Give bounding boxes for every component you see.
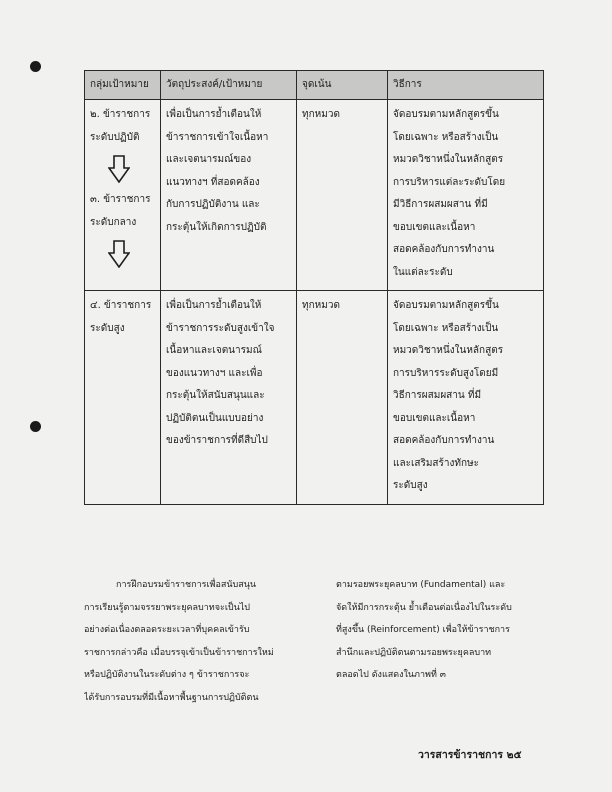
method-line: มีวิธีการผสมผสาน ที่มี — [393, 199, 488, 210]
target-group-cell — [85, 291, 161, 505]
objective-line: กับการปฏิบัติงาน และ — [166, 199, 260, 210]
objective-line: ของแนวทางฯ และเพื่อ — [166, 367, 263, 379]
objective-line: ของข้าราชการที่ดีสืบไป — [166, 435, 268, 446]
method-line: ขอบเขตและเนื้อหา — [393, 221, 476, 233]
focus-cell — [297, 100, 388, 291]
objective-line: ข้าราชการเข้าใจเนื้อหา — [166, 131, 269, 143]
body-line: อย่างต่อเนื่องตลอดระยะเวลาที่บุคคลเข้ารับ — [84, 625, 250, 636]
page-footer: วารสารข้าราชการ ๒๕ — [418, 749, 522, 761]
method-line: ในแต่ละระดับ — [393, 266, 453, 278]
method-line: การบริหารแต่ละระดับโดย — [393, 176, 506, 188]
method-line: ระดับสูง — [393, 480, 428, 491]
header-method: วิธีการ — [388, 71, 544, 100]
objective-line: แนวทางฯ ที่สอดคล้อง — [166, 176, 260, 188]
body-line: ตามรอยพระยุคลบาท (Fundamental) และ — [336, 580, 506, 590]
objective-line: ข้าราชการระดับสูงเข้าใจ — [166, 322, 275, 334]
objective-line: เพื่อเป็นการย้ำเตือนให้ — [166, 109, 262, 120]
method-line: วิธีการผสมผสาน ที่มี — [393, 390, 482, 401]
objective-line: ปฏิบัติตนเป็นแบบอย่าง — [166, 412, 264, 424]
objective-line: เนื้อหาและเจตนารมณ์ — [166, 345, 262, 356]
method-line: ขอบเขตและเนื้อหา — [393, 412, 476, 424]
target-group-text: ระดับปฏิบัติ — [90, 131, 140, 143]
objective-line: กระตุ้นให้สนับสนุนและ — [166, 390, 265, 401]
body-paragraph-right — [336, 574, 544, 687]
target-group-text: ๒. ข้าราชการ — [90, 109, 151, 120]
training-plan-table — [84, 70, 544, 505]
method-line: หมวดวิชาหนึ่งในหลักสูตร — [393, 154, 504, 165]
body-line: ตลอดไป ดังแสดงในภาพที่ ๓ — [336, 670, 446, 681]
target-group-text: ระดับกลาง — [90, 216, 137, 228]
binder-hole-top — [30, 61, 41, 72]
method-line: และเสริมสร้างทักษะ — [393, 457, 480, 469]
method-line: สอดคล้องกับการทำงาน — [393, 244, 495, 255]
focus-cell — [297, 291, 388, 505]
body-line: ราชการกล่าวคือ เมื่อบรรจุเข้าเป็นข้าราชการใหม่ — [84, 647, 274, 658]
body-line: การเรียนรู้ตามจรรยาพระยุคลบาทจะเป็นไป — [84, 602, 251, 613]
method-cell — [388, 100, 544, 291]
target-group-text: ระดับสูง — [90, 322, 125, 334]
objective-line: เพื่อเป็นการย้ำเตือนให้ — [166, 300, 262, 311]
method-line: หมวดวิชาหนึ่งในหลักสูตร — [393, 345, 504, 356]
focus-text: ทุกหมวด — [302, 300, 340, 311]
body-line: สำนึกและปฏิบัติตนตามรอยพระยุคลบาท — [336, 647, 492, 658]
down-arrow-icon — [108, 155, 155, 183]
down-arrow-icon — [108, 240, 155, 268]
binder-hole-bottom — [30, 421, 41, 432]
method-line: จัดอบรมตามหลักสูตรขึ้น — [393, 109, 499, 120]
method-line: โดยเฉพาะ หรือสร้างเป็น — [393, 322, 499, 334]
target-group-text: ๓. ข้าราชการ — [90, 194, 151, 205]
table-row — [85, 291, 544, 505]
table-row — [85, 100, 544, 291]
body-line: หรือปฏิบัติงานในระดับต่าง ๆ ข้าราชการจะ — [84, 670, 250, 681]
header-objective: วัตถุประสงค์/เป้าหมาย — [161, 71, 297, 100]
body-line: จัดให้มีการกระตุ้น ย้ำเตือนต่อเนื่องไปในระดับ — [336, 602, 512, 613]
body-line: การฝึกอบรมข้าราชการเพื่อสนับสนุน — [116, 580, 257, 590]
method-line: สอดคล้องกับการทำงาน — [393, 435, 495, 446]
focus-text: ทุกหมวด — [302, 109, 340, 120]
method-cell — [388, 291, 544, 505]
method-line: จัดอบรมตามหลักสูตรขึ้น — [393, 300, 499, 311]
method-line: การบริหารระดับสูงโดยมี — [393, 367, 499, 379]
body-paragraph-left — [84, 574, 310, 710]
body-line: ได้รับการอบรมที่มีเนื้อหาพื้นฐานการปฏิบัติตน — [84, 692, 259, 703]
header-target-group: กลุ่มเป้าหมาย — [85, 71, 161, 100]
target-group-text: ๔. ข้าราชการ — [90, 300, 152, 311]
objective-cell — [161, 291, 297, 505]
method-line: โดยเฉพาะ หรือสร้างเป็น — [393, 131, 499, 143]
objective-cell — [161, 100, 297, 291]
objective-line: กระตุ้นให้เกิดการปฏิบัติ — [166, 221, 267, 233]
objective-line: และเจตนารมณ์ของ — [166, 154, 252, 165]
body-line: ที่สูงขึ้น (Reinforcement) เพื่อให้ข้าราชการ — [336, 625, 510, 636]
table-header-row — [85, 71, 544, 100]
header-focus: จุดเน้น — [297, 71, 388, 100]
target-group-cell — [85, 100, 161, 291]
